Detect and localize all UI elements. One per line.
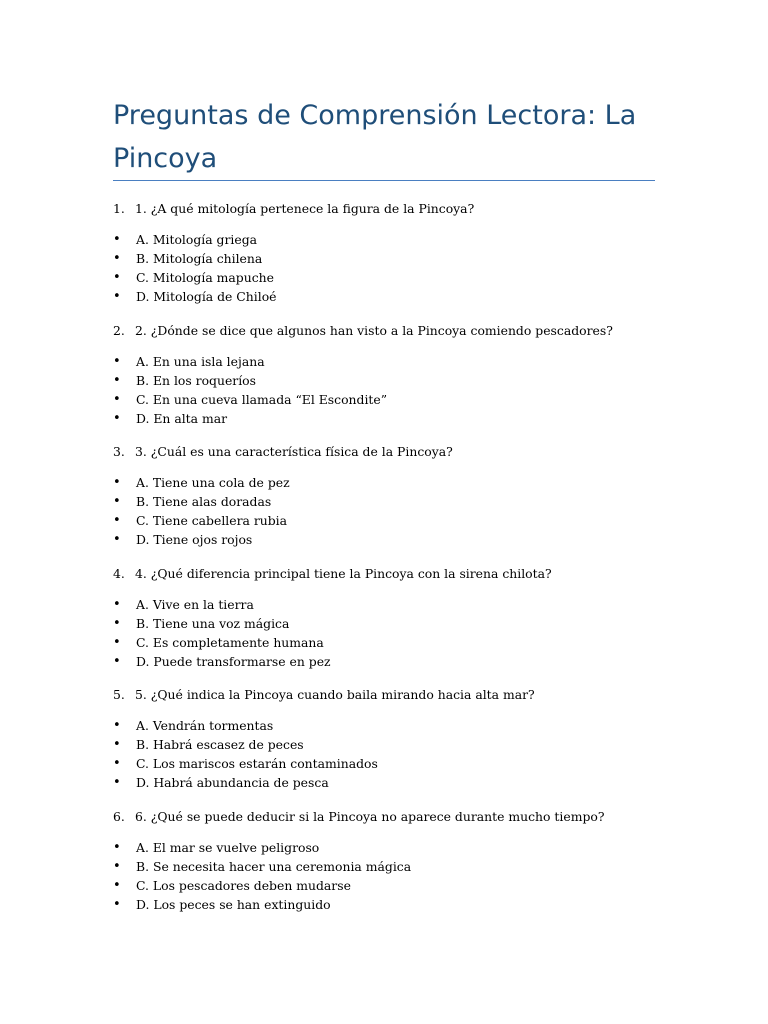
question-item: [113, 806, 673, 928]
answer-option-text: D. En alta mar: [136, 410, 228, 426]
answer-option-text: A. Vendrán tormentas: [136, 718, 274, 734]
bullet-icon: •: [113, 353, 121, 369]
bullet-icon: •: [113, 391, 121, 407]
answer-option-text: A. Mitología griega: [136, 232, 258, 247]
answer-option: [113, 352, 673, 371]
question-line: [113, 806, 673, 828]
question-text: 3. ¿Cuál es una característica física de la Pincoya?: [135, 444, 453, 460]
answer-option: [113, 773, 673, 792]
answer-option-text: C. En una cueva llamada “El Escondite”: [136, 391, 388, 407]
question-line: [113, 320, 673, 342]
answer-option: [113, 511, 673, 530]
question-item: [113, 563, 673, 685]
answer-option-text: B. Se necesita hacer una ceremonia mágica: [136, 858, 412, 874]
question-number: 3.: [113, 444, 125, 460]
answer-option: [113, 595, 673, 614]
answer-option: [113, 754, 673, 773]
answer-option-text: A. En una isla lejana: [136, 353, 265, 369]
answer-option-text: D. Puede transformarse en pez: [136, 653, 331, 669]
question-line: [113, 684, 673, 706]
answer-option: [113, 735, 673, 754]
question-number: 1.: [113, 201, 125, 216]
bullet-icon: •: [113, 475, 121, 491]
bullet-icon: •: [113, 596, 121, 612]
question-line: [113, 563, 673, 585]
bullet-icon: •: [113, 756, 121, 772]
answer-options-list: [113, 352, 673, 428]
question-item: [113, 198, 673, 320]
bullet-icon: •: [113, 494, 121, 510]
answer-options-list: [113, 230, 673, 306]
question-item: [113, 684, 673, 806]
answer-option: [113, 876, 673, 895]
document-title: Preguntas de Comprensión Lectora: La Pincoya: [113, 100, 637, 174]
answer-option-text: B. Tiene una voz mágica: [136, 615, 290, 631]
answer-option: [113, 857, 673, 876]
answer-option-text: B. Mitología chilena: [136, 251, 263, 266]
answer-options-list: [113, 838, 673, 914]
question-item: [113, 441, 673, 563]
answer-option: [113, 249, 673, 268]
bullet-icon: •: [113, 775, 121, 791]
answer-option: [113, 287, 673, 306]
answer-options-list: [113, 473, 673, 549]
answer-options-list: [113, 595, 673, 671]
answer-option-text: C. Mitología mapuche: [136, 270, 274, 285]
answer-option-text: B. Habrá escasez de peces: [136, 737, 304, 753]
bullet-icon: •: [113, 877, 121, 893]
question-text: 2. ¿Dónde se dice que algunos han visto a la Pincoya comiendo pescadores?: [135, 322, 613, 338]
answer-option: [113, 716, 673, 735]
answer-option-text: C. Los mariscos estarán contaminados: [136, 756, 378, 772]
bullet-icon: •: [113, 513, 121, 529]
question-number: 2.: [113, 322, 125, 338]
answer-option: [113, 268, 673, 287]
question-line: [113, 441, 673, 463]
answer-option-text: B. En los roqueríos: [136, 372, 256, 388]
bullet-icon: •: [113, 270, 121, 285]
bullet-icon: •: [113, 410, 121, 426]
answer-option: [113, 614, 673, 633]
question-line: [113, 198, 673, 220]
bullet-icon: •: [113, 232, 121, 247]
bullet-icon: •: [113, 896, 121, 912]
answer-option-text: D. Mitología de Chiloé: [136, 289, 277, 304]
bullet-icon: •: [113, 289, 121, 304]
question-text: 6. ¿Qué se puede deducir si la Pincoya no aparece durante mucho tiempo?: [135, 808, 605, 824]
answer-option-text: D. Tiene ojos rojos: [136, 532, 253, 548]
answer-option-text: C. Los pescadores deben mudarse: [136, 877, 351, 893]
answer-option-text: B. Tiene alas doradas: [136, 494, 272, 510]
answer-option: [113, 895, 673, 914]
bullet-icon: •: [113, 634, 121, 650]
bullet-icon: •: [113, 532, 121, 548]
answer-option-text: C. Tiene cabellera rubia: [136, 513, 288, 529]
answer-option: [113, 230, 673, 249]
question-text: 1. ¿A qué mitología pertenece la figura de la Pincoya?: [135, 201, 475, 216]
question-number: 5.: [113, 687, 125, 703]
answer-option: [113, 409, 673, 428]
answer-options-list: [113, 716, 673, 792]
answer-option: [113, 390, 673, 409]
answer-option-text: A. El mar se vuelve peligroso: [136, 839, 320, 855]
bullet-icon: •: [113, 858, 121, 874]
question-text: 4. ¿Qué diferencia principal tiene la Pincoya con la sirena chilota?: [135, 565, 552, 581]
answer-option: [113, 492, 673, 511]
question-number: 6.: [113, 808, 125, 824]
answer-option-text: C. Es completamente humana: [136, 634, 324, 650]
answer-option: [113, 838, 673, 857]
question-number: 4.: [113, 565, 125, 581]
title-underline-divider: [113, 180, 655, 181]
question-text: 5. ¿Qué indica la Pincoya cuando baila mirando hacia alta mar?: [135, 687, 535, 703]
answer-option: [113, 371, 673, 390]
bullet-icon: •: [113, 372, 121, 388]
answer-option-text: A. Vive en la tierra: [136, 596, 254, 612]
questions-list: [113, 198, 673, 928]
bullet-icon: •: [113, 737, 121, 753]
answer-option: [113, 652, 673, 671]
bullet-icon: •: [113, 718, 121, 734]
answer-option: [113, 530, 673, 549]
bullet-icon: •: [113, 653, 121, 669]
answer-option-text: A. Tiene una cola de pez: [136, 475, 290, 491]
bullet-icon: •: [113, 615, 121, 631]
question-item: [113, 320, 673, 442]
answer-option: [113, 633, 673, 652]
bullet-icon: •: [113, 251, 121, 266]
answer-option-text: D. Los peces se han extinguido: [136, 896, 331, 912]
answer-option: [113, 473, 673, 492]
bullet-icon: •: [113, 839, 121, 855]
answer-option-text: D. Habrá abundancia de pesca: [136, 775, 329, 791]
